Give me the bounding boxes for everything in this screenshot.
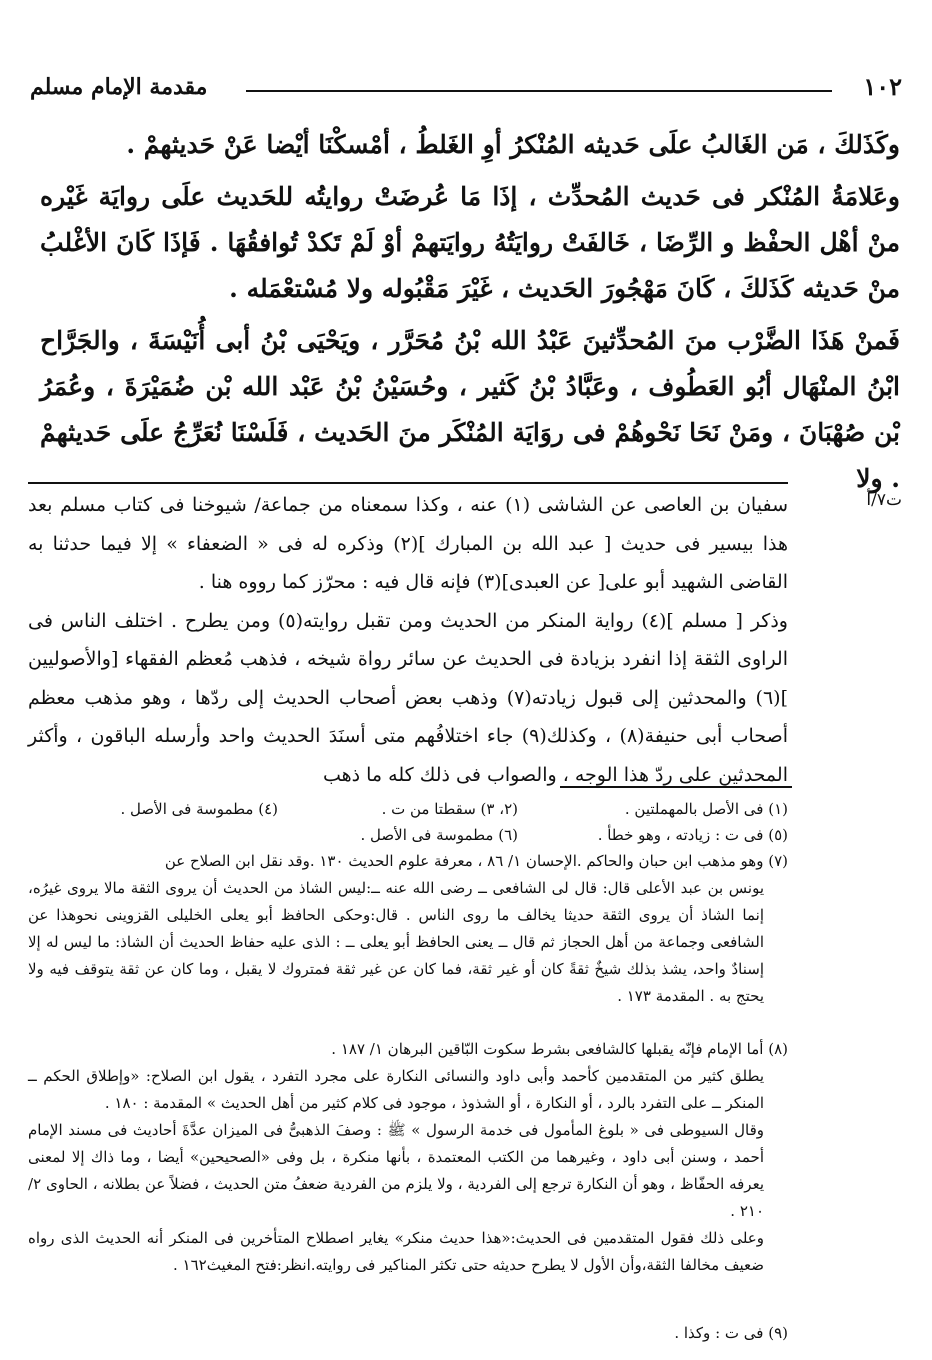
commentary-paragraph: وذكر [ مسلم ](٤) رواية المنكر من الحديث ومن تقبل روايته(٥) ومن يطرح . اختلف الناس فى الراوى الثقة إذا انفرد بزيادة فى الحديث عن سائر رواة شيخه ، فذهب مُعظم الفقهاء [والأصوليين ](٦) والمحدثين إلى قبول زيادته(٧) وذهب بعض أصحاب الحديث إلى ردّها ، وهو مذهب معظم أصحاب أبى حنيفة(٨) ، وكذلك(٩) جاء اختلافُهم متى أسنَدَ الحديث واحد وأرسله الباقون ، وأكثر المحدثين على ردّ هذا الوجه ، والصواب فى ذلك كله ما ذهب bbox=[28, 609, 788, 786]
footnote-7-body: يونس بن عبد الأعلى قال: قال لى الشافعى ــ رضى الله عنه ــ:ليس الشاذ من الحديث أن يروى الثقة مالا يروى غيرُه، إنما الشاذ أن يروى الثقة حديثا يخالف ما روى الناس . قال:وحكى الحافظ أبو يعلى الخليلى القزوينى نحوهذا عن الشافعى وجماعة من أهل الحجاز ثم قال ــ يعنى الحافظ أبو يعلى ــ : الذى عليه حفاظ الحديث أن الشاذ: ما ليس له إلا إسنادٌ واحد، يشذ بذلك شيخٌ ثقةً كان أو غير ثقة، فما كان عن غير ثقة فمتروك لا يقبل ، وما كان عن ثقة يتوقف فيه ولا يحتج به . المقدمة ١٧٣ . bbox=[28, 879, 764, 1005]
footnote-4: (٤) مطموسة فى الأصل . bbox=[120, 800, 278, 818]
main-paragraph: وعَلامَةُ المُنْكر فى حَديث المُحدِّث ، إذَا مَا عُرضَتْ روايتُه للحَديث علَى روايَة غَيْره منْ أهْل الحفْظ و الرِّضَا ، خَالفَتْ روايَتُهُ روايَتهمْ أوْ لَمْ تَكدْ تُوافقُهَا . فَإذَا كَانَ الأغْلبُ منْ حَديثه كَذَلكَ ، كَانَ مَهْجُورَ الحَديث ، غَيْرَ مَقْبُوله ولا مُسْتعْمَله . bbox=[40, 182, 900, 303]
footnote-8-first-line: (٨) أما الإمام فإنّه يقبلها كالشافعى بشرط سكوت البّاقين البرهان ١/ ١٨٧ . bbox=[331, 1040, 788, 1058]
footnote-5: (٥) فى ت : زيادته ، وهو خطأ . bbox=[597, 826, 788, 844]
main-paragraph: فَمنْ هَذَا الضَّرْب منَ المُحدِّثينَ عَبْدُ الله بْنُ مُحَرَّر ، ويَحْيَى بْنُ أبى أُنَيْسَةَ ، والجَرَّاح ابْنُ المنْهَال أبُو العَطُوف ، وعَبَّادُ بْنُ كَثير ، وحُسَيْنُ بْنُ عَبْد الله بْن ضُمَيْرَةَ ، وعُمَرُ بْن صُهْبَانَ ، ومَنْ نَحَا نَحْوهُمْ فى روَايَة المُنْكَر منَ الحَديث ، فَلَسْنَا نُعَرِّجُ علَى حَديثهمْ . ولا bbox=[40, 326, 900, 493]
footnote-8 bbox=[28, 1036, 788, 1279]
footnote-8-body: وقال السيوطى فى « بلوغ المأمول فى خدمة الرسول » ﷺ : وصفَ الذهبىُّ فى الميزان عدَّةَ أحاديث فى مسند الإمام أحمد ، وسنن أبى داود ، وغيرهما من الكتب المعتمدة ، بأنها منكرة ، بل وفى «الصحيحين» أيضا ، وما ذاك إلا لمعنى يعرفه الحفّاظ ، وهو أن النكارة ترجع إلى الفردية ، ولا يلزم من الفردية ضعفُ متن الحديث ، فضلاً عن بطلانه ، الحاوى ٢/ ٢١٠ . bbox=[28, 1121, 764, 1220]
manuscript-folio-note: ت٧/أ bbox=[866, 490, 902, 510]
page-header bbox=[30, 72, 902, 106]
main-text bbox=[40, 122, 900, 508]
commentary-text bbox=[28, 486, 788, 794]
footnote-7-first-line: (٧) وهو مذهب ابن حبان والحاكم .الإحسان ١/ ٨٦ ، معرفة علوم الحديث ١٣٠ .وقد نقل ابن الصلاح عن bbox=[164, 852, 788, 870]
main-paragraph: وكَذَلكَ ، مَن الغَالبُ علَى حَديثه المُنْكرُ أوِ الغَلطُ ، أمْسكْنَا أيْضا عَنْ حَديثهمْ . bbox=[126, 130, 900, 159]
footnote-8-body: يطلق كثير من المتقدمين كأحمد وأبى داود والنسائى النكارة على مجرد التفرد ، يقول ابن الصلاح: «وإطلاق الحكم ــ المنكر ــ على التفرد بالرد ، أو النكارة ، أو الشذوذ ، موجود فى كلام كثير من أهل الحديث » المقدمة : ١٨٠ . bbox=[28, 1067, 764, 1112]
commentary-paragraph: سفيان بن العاصى عن الشاشى (١) عنه ، وكذا سمعناه من جماعة/ شيوخنا فى كتاب مسلم بعد هذا بيسير فى حديث [ عبد الله بن المبارك ](٢) وذكره له فى « الضعفاء » إلا فيما حدثنا به القاضى الشهيد أبو على[ عن العبدى](٣) فإنه قال فيه : محرّز كما رووه هنا . bbox=[28, 494, 788, 593]
footnote-8-body: وعلى ذلك فقول المتقدمين فى الحديث:«هذا حديث منكر» يغاير اصطلاح المتأخرين فى المنكر أنه الحديث الذى رواه ضعيف مخالفا الثقة،وأن الأول لا يطرح حديثه حتى تكثر المناكير فى روايته.انظر:فتح المغيث١٦٢ . bbox=[28, 1229, 764, 1274]
page-number: ١٠٢ bbox=[863, 72, 902, 101]
footnote-1: (١) فى الأصل بالمهملتين . bbox=[624, 800, 788, 818]
footnote-2-3: (٢، ٣) سقطتا من ت . bbox=[381, 800, 518, 818]
header-rule bbox=[246, 90, 832, 92]
footnote-row bbox=[28, 822, 788, 848]
footnote-9-text: (٩) فى ت : وكذا . bbox=[674, 1324, 788, 1342]
footnote-6: (٦) مطموسة فى الأصل . bbox=[360, 826, 518, 844]
running-title: مقدمة الإمام مسلم bbox=[30, 74, 208, 100]
main-separator bbox=[28, 482, 788, 484]
footnote-9 bbox=[28, 1320, 788, 1347]
footnote-7 bbox=[28, 848, 788, 1010]
footnote-row bbox=[28, 796, 788, 822]
footnote-separator bbox=[560, 786, 792, 788]
